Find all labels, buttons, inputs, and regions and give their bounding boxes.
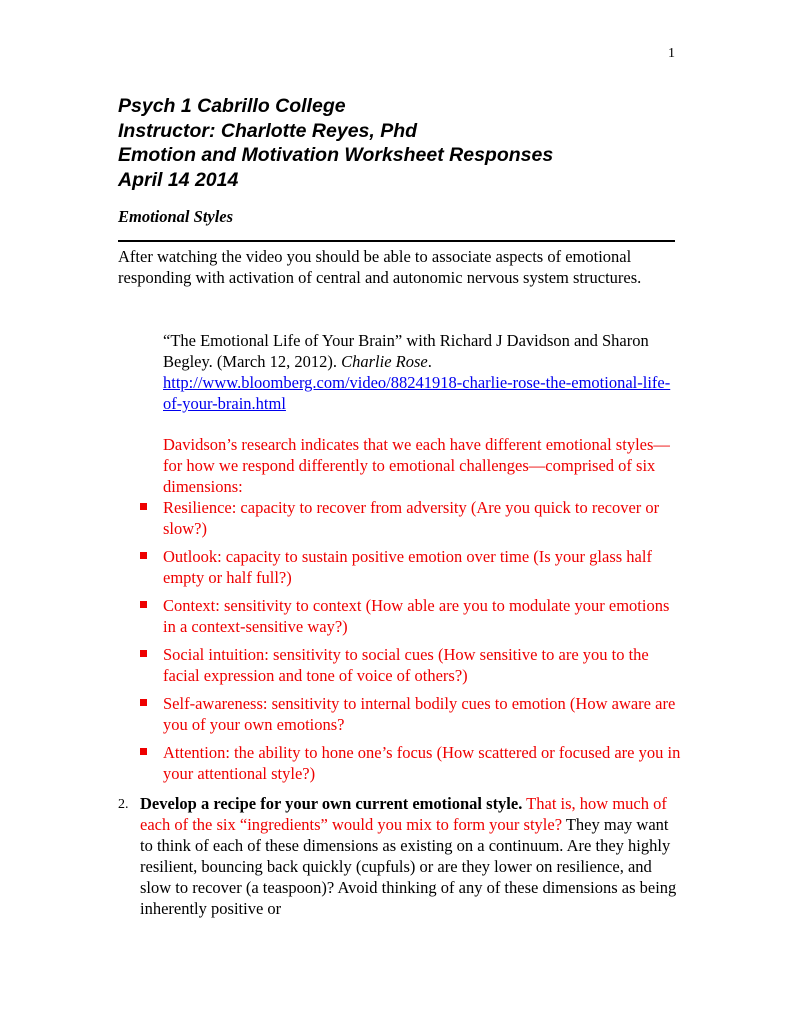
citation-show-title: Charlie Rose <box>341 352 428 371</box>
course-title: Psych 1 Cabrillo College <box>118 95 346 117</box>
dimension-attention: Attention: the ability to hone one’s focus (How scattered or focused are you in your attentional style?) <box>163 743 681 783</box>
list-item <box>140 595 685 637</box>
dimension-resilience: Resilience: capacity to recover from adversity (Are you quick to recover or slow?) <box>163 498 660 538</box>
dimension-self-awareness: Self-awareness: sensitivity to internal bodily cues to emotion (How aware are you of your own emotions? <box>163 694 676 734</box>
list-item <box>140 546 685 588</box>
video-citation <box>163 330 683 414</box>
question-text <box>118 793 678 919</box>
document-heading <box>118 94 553 192</box>
question-prompt: Develop a recipe for your own current emotional style. <box>140 794 523 813</box>
citation-text: “The Emotional Life of Your Brain” with Richard J Davidson and Sharon Begley. (March 12, 2012). <box>163 331 649 371</box>
square-bullet-icon <box>140 601 147 608</box>
list-item <box>140 742 685 784</box>
question-2 <box>118 793 678 919</box>
question-guidance: They may want to think of each of these dimensions as existing on a continuum. Are they highly resilient, bouncing back quickly (cupfuls) or are they lower on resilience, and slow to recover (a teaspoon)? Avoid thinking of any of these dimensions as being inherently positive or <box>140 815 677 918</box>
document-date: April 14 2014 <box>118 168 239 191</box>
square-bullet-icon <box>140 748 147 755</box>
video-link[interactable]: http://www.bloomberg.com/video/88241918-charlie-rose-the-emotional-life-of-your-brain.html <box>163 373 671 413</box>
dimension-context: Context: sensitivity to context (How able are you to modulate your emotions in a context-sensitive way?) <box>163 596 670 636</box>
square-bullet-icon <box>140 503 147 510</box>
list-item <box>140 693 685 735</box>
square-bullet-icon <box>140 650 147 657</box>
intro-paragraph: After watching the video you should be able to associate aspects of emotional responding with activation of central and autonomic nervous system structures. <box>118 247 642 287</box>
square-bullet-icon <box>140 552 147 559</box>
list-item <box>140 497 685 539</box>
list-item <box>140 644 685 686</box>
section-divider <box>118 240 675 242</box>
question-number: 2. <box>118 797 129 812</box>
dimensions-list <box>140 497 685 791</box>
davidson-summary: Davidson’s research indicates that we each have different emotional styles—for how we respond differently to emotional challenges—comprised of six dimensions: <box>163 435 670 496</box>
citation-period: . <box>427 352 432 371</box>
page-number: 1 <box>668 46 675 61</box>
section-title: Emotional Styles <box>118 207 234 226</box>
square-bullet-icon <box>140 699 147 706</box>
dimension-social-intuition: Social intuition: sensitivity to social cues (How sensitive to are you to the facial expression and tone of voice of others?) <box>163 645 649 685</box>
worksheet-title: Emotion and Motivation Worksheet Responses <box>118 144 554 166</box>
question-clarification: That is, how much of each of the six “ingredients” would you mix to form your style? <box>140 794 667 834</box>
dimension-outlook: Outlook: capacity to sustain positive emotion over time (Is your glass half empty or half full?) <box>163 547 652 587</box>
instructor-line: Instructor: Charlotte Reyes, Phd <box>118 119 418 142</box>
